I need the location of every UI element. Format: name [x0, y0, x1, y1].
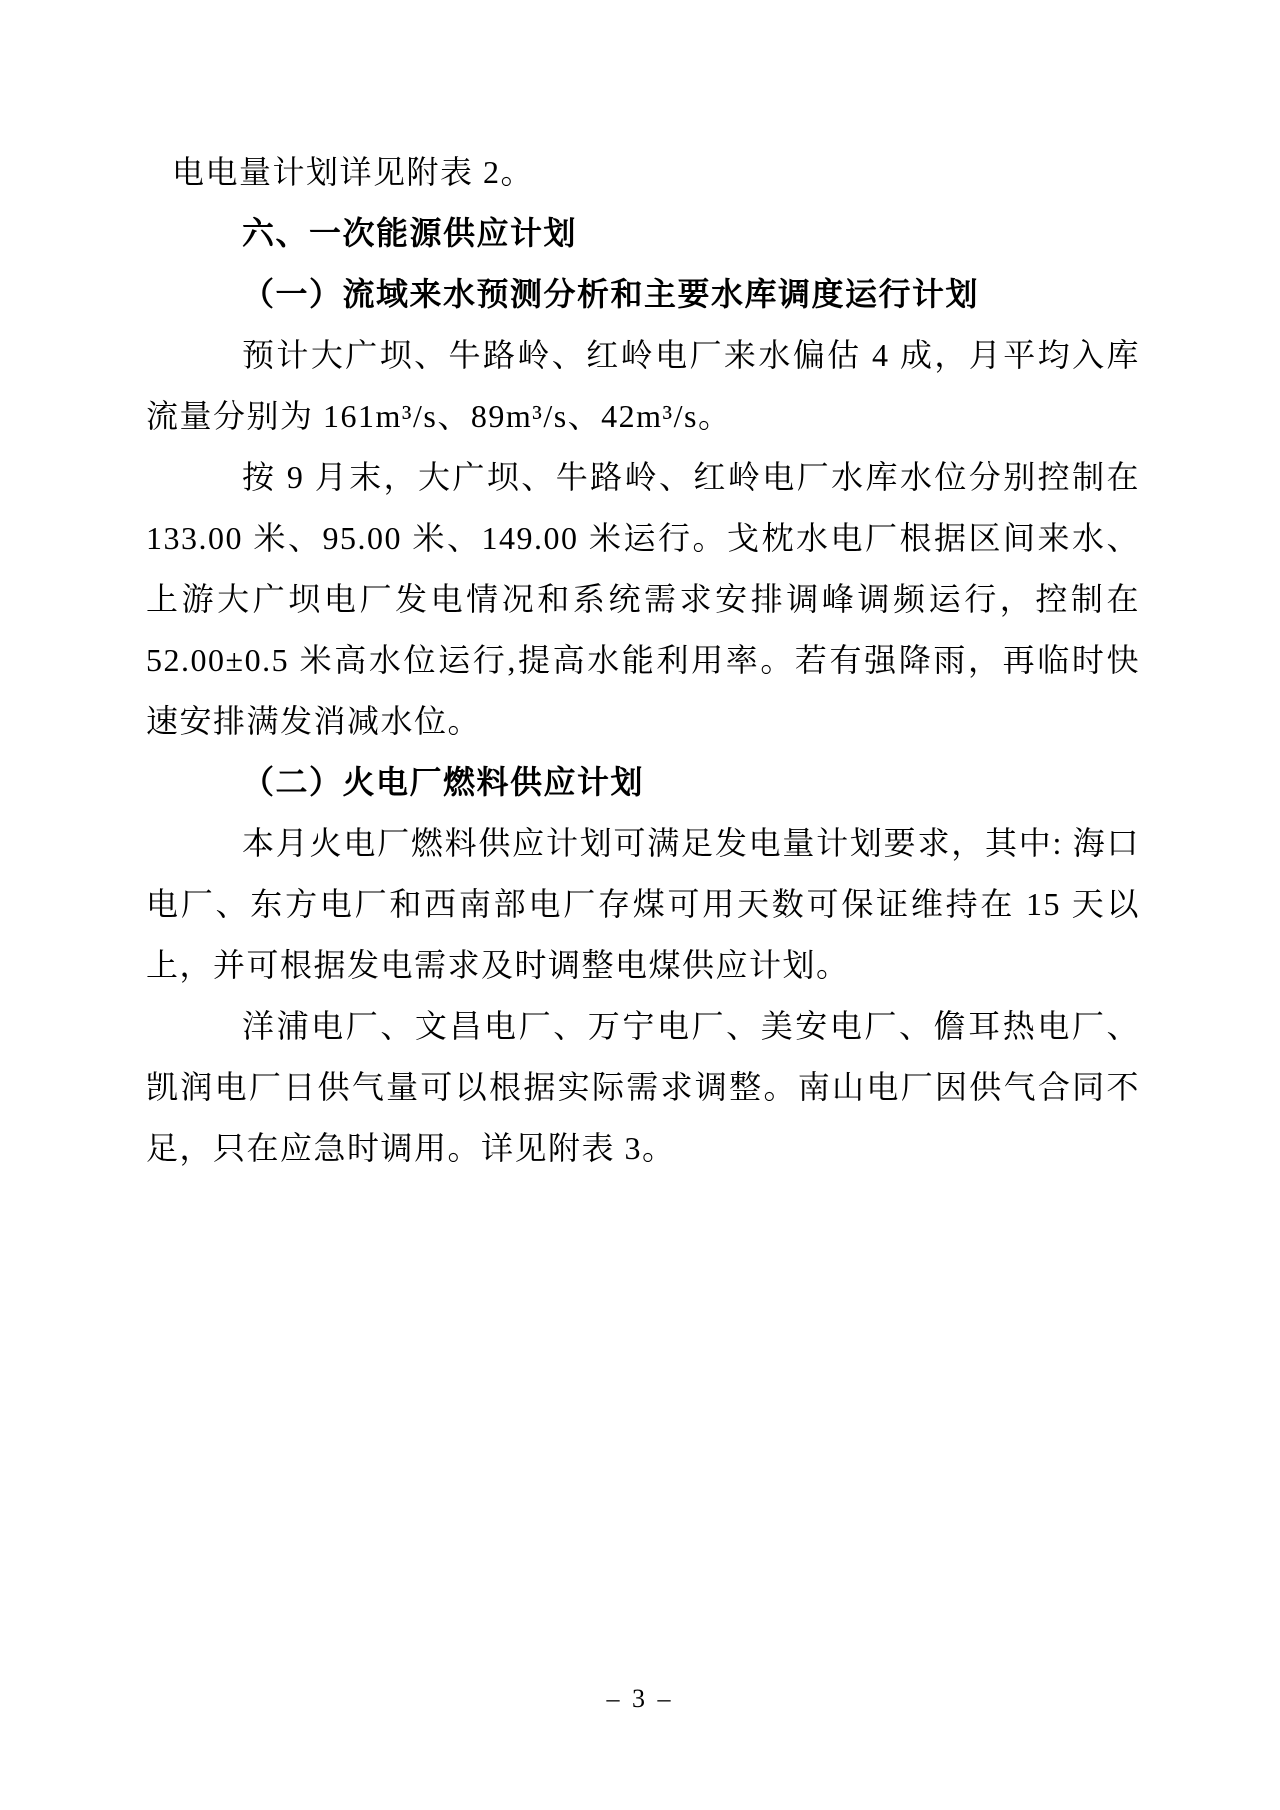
paragraph-continuation-appendix-2: 电电量计划详见附表 2。 — [172, 154, 535, 190]
paragraph-coal-supply: 本月火电厂燃料供应计划可满足发电量计划要求，其中: 海口电厂、东方电厂和西南部电厂存煤可用天数可保证维持在 15 天以上，并可根据发电需求及时调整电煤供应计划。 — [146, 825, 1140, 983]
heading-section-six-primary-energy-supply-plan: 六、一次能源供应计划 — [242, 215, 578, 251]
heading-sub-one-basin-inflow-forecast-reservoir-dispatch: （一）流域来水预测分析和主要水库调度运行计划 — [242, 276, 980, 312]
heading-sub-two-thermal-plant-fuel-supply-plan: （二）火电厂燃料供应计划 — [242, 764, 645, 800]
paragraph-inflow-forecast: 预计大广坝、牛路岭、红岭电厂来水偏估 4 成，月平均入库流量分别为 161m³/s、89m³/s、42m³/s。 — [146, 337, 1140, 434]
paragraph-gas-supply: 洋浦电厂、文昌电厂、万宁电厂、美安电厂、儋耳热电厂、凯润电厂日供气量可以根据实际需求调整。南山电厂因供气合同不足，只在应急时调用。详见附表 3。 — [146, 1008, 1140, 1166]
page-number: – 3 – — [606, 1684, 674, 1713]
page-footer — [0, 1684, 1280, 1714]
paragraph-reservoir-water-levels: 按 9 月末，大广坝、牛路岭、红岭电厂水库水位分别控制在 133.00 米、95.00 米、149.00 米运行。戈枕水电厂根据区间来水、上游大广坝电厂发电情况和系统需求安排调峰调频运行，控制在 52.00±0.5 米高水位运行,提高水能利用率。若有强降雨，再临时快速安排满发消减水位。 — [146, 459, 1140, 739]
document-body — [146, 142, 1140, 1179]
